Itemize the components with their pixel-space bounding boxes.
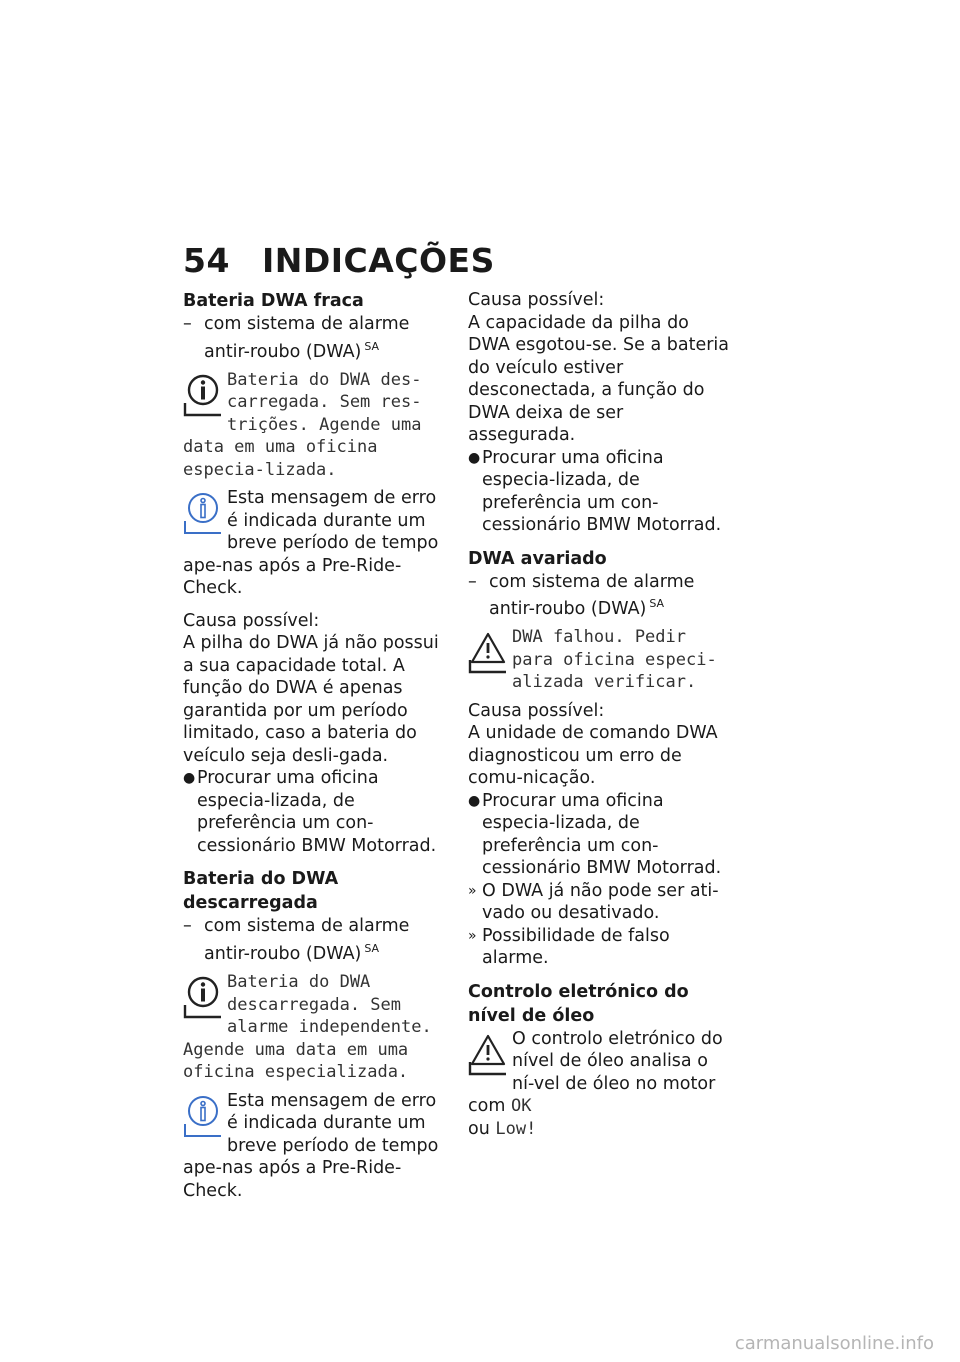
section-heading: DWA avariado [468, 548, 607, 569]
display-message [468, 626, 730, 694]
display-text: Bateria do DWA des-carregada. Sem res-trições. Agende uma data em uma oficina especia-lizada. [183, 369, 422, 480]
cause-text: A unidade de comando DWA diagnosticou um erro de comu-nicação. [468, 723, 718, 789]
result-arrow-icon: » [468, 927, 477, 944]
display-message [183, 369, 449, 482]
sa-superscript: SA [649, 597, 665, 610]
display-text: Bateria do DWA descarregada. Sem alarme independente. Agende uma data em uma oficina especializada. [183, 972, 432, 1083]
sa-superscript: SA [364, 339, 380, 353]
result-item: » Possibilidade de falso alarme. [468, 925, 670, 969]
low-display: Low! [495, 1118, 537, 1139]
page-number: 54 [183, 241, 230, 280]
page-header [183, 241, 495, 280]
info-outline-icon [183, 1094, 223, 1138]
right-column [468, 289, 730, 1140]
cause-label: Causa possível: [183, 610, 320, 631]
action-item: ● Procurar uma oficina especia-lizada, de preferência um con-cessionário BMW Motorrad. [468, 790, 722, 879]
bullet-icon: ● [468, 449, 481, 466]
action-item: ● Procurar uma oficina especia-lizada, de preferência um con-cessionário BMW Motorrad. [183, 768, 437, 856]
condition-line: – com sistema de alarme antir-roubo (DWA) $^{SA}$ [183, 313, 449, 363]
ok-display: OK [510, 1096, 532, 1117]
condition-line: – com sistema de alarme antir-roubo (DWA) $^{SA}$ [468, 571, 730, 621]
note-text: Esta mensagem de erro é indicada durante um breve período de tempo ape-nas após a Pre-Ride-Check. [183, 1090, 439, 1201]
info-note [183, 487, 449, 600]
section-heading: Bateria DWA fraca [183, 291, 364, 311]
condition-line: – com sistema de alarme antir-roubo (DWA) $^{SA}$ [183, 915, 449, 965]
cause-text: A pilha do DWA já não possui a sua capacidade total. A função do DWA é apenas garantida por um período limitado, caso a bateria do veículo seja desli-gada. [183, 633, 439, 766]
sa-superscript: SA [364, 941, 380, 955]
cause-label: Causa possível: [468, 700, 605, 721]
result-item: » O DWA já não pode ser ati-vado ou desativado. [468, 880, 719, 924]
info-icon [183, 975, 223, 1019]
display-message [183, 971, 449, 1084]
info-outline-icon [183, 491, 223, 535]
page-title: INDICAÇÕES [261, 241, 495, 280]
cause-text: A capacidade da pilha do DWA esgotou-se. Se a bateria do veículo estiver desconectada, a função do DWA deixa de ser assegurada. [468, 312, 730, 445]
action-item: ● Procurar uma oficina especia-lizada, de preferência um con-cessionário BMW Motorrad. [468, 447, 722, 535]
warning-icon [468, 630, 508, 674]
info-icon [183, 373, 223, 417]
bullet-icon: ● [468, 792, 481, 809]
section-heading: Controlo eletrónico do nível de óleo [468, 981, 689, 1026]
warning-icon [468, 1032, 508, 1076]
section-heading: Bateria do DWA descarregada [183, 869, 339, 914]
left-column [183, 289, 449, 1202]
note-text: Esta mensagem de erro é indicada durante um breve período de tempo ape-nas após a Pre-Ride-Check. [183, 488, 439, 599]
bullet-icon: ● [183, 770, 196, 787]
oil-text: O controlo eletrónico do nível de óleo analisa o ní-vel de óleo no motor com [468, 1028, 723, 1117]
display-text: DWA falhou. Pedir para oficina especi-alizada verificar. [512, 627, 717, 693]
cause-label: Causa possível: [468, 290, 605, 310]
info-note [183, 1090, 449, 1203]
result-arrow-icon: » [468, 882, 477, 899]
watermark: carmanualsonline.info [734, 1333, 934, 1354]
warning-note: O controlo eletrónico do nível de óleo analisa o ní-vel de óleo no motor com OK ou Low! [468, 1028, 723, 1139]
